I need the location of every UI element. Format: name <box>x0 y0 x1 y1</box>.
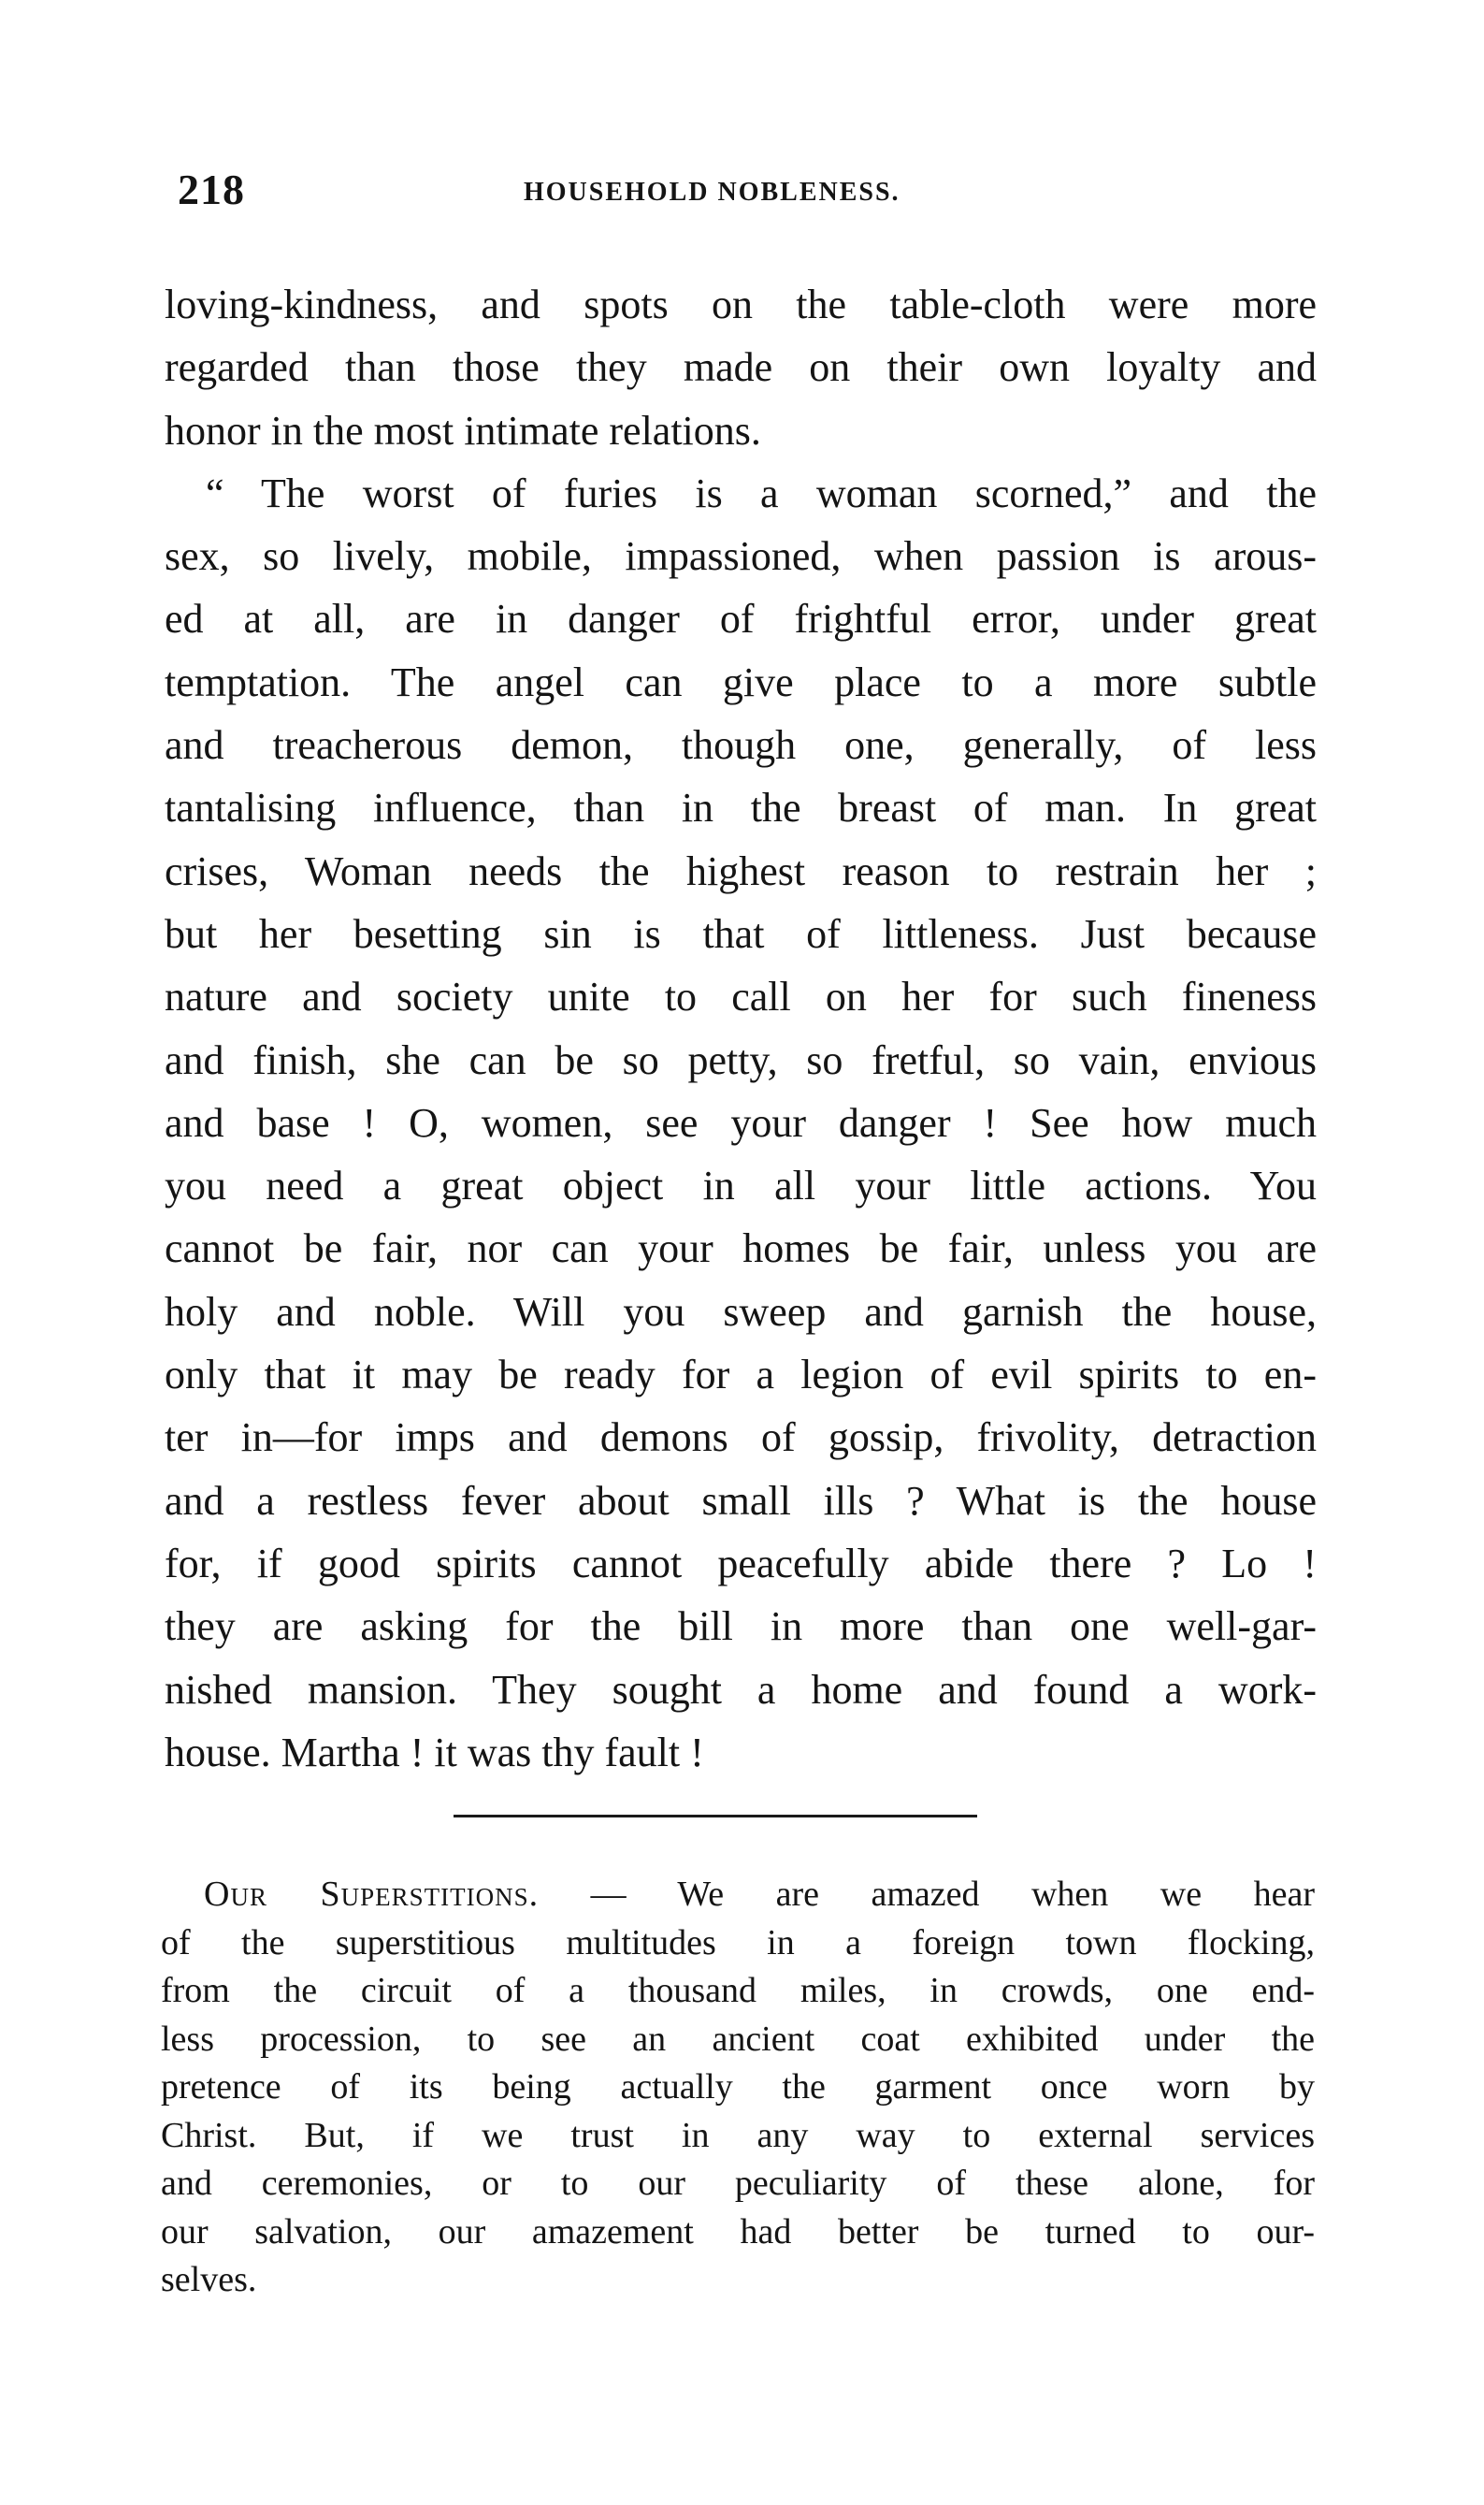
text-line: sex, so lively, mobile, impassioned, when passion is arous- <box>165 533 1317 580</box>
text-line: nished mansion. They sought a home and found a work- <box>165 1666 1317 1713</box>
text-line: tantalising influence, than in the breast of man. In great <box>165 785 1317 832</box>
note-line: Christ. But, if we trust in any way to external services <box>161 2115 1315 2155</box>
note-line: less procession, to see an ancient coat exhibited under the <box>161 2019 1315 2059</box>
text-line: crises, Woman needs the highest reason to restrain her ; <box>165 847 1317 894</box>
text-line: holy and noble. Will you sweep and garnish the house, <box>165 1288 1317 1335</box>
note-line: selves. <box>161 2260 257 2299</box>
note-line: our salvation, our amazement had better be turned to our- <box>161 2211 1315 2252</box>
section-divider <box>454 1815 977 1817</box>
text-line: nature and society unite to call on her for such fineness <box>165 974 1317 1021</box>
note-line: pretence of its being actually the garment once worn by <box>161 2067 1315 2107</box>
note-first-line-text: — We are amazed when we hear <box>539 1875 1315 1914</box>
text-line: honor in the most intimate relations. <box>165 407 761 454</box>
text-line: but her besetting sin is that of littleness. Just because <box>165 910 1317 957</box>
text-line: and treacherous demon, though one, generally, of less <box>165 722 1317 769</box>
note-line: and ceremonies, or to our peculiarity of these alone, for <box>161 2164 1315 2203</box>
text-line: only that it may be ready for a legion of evil spirits to en- <box>165 1352 1317 1398</box>
note-block <box>161 1871 1315 2305</box>
text-line: ed at all, are in danger of frightful error, under great <box>165 596 1317 643</box>
text-line: loving-kindness, and spots on the table-cloth were more <box>165 282 1317 327</box>
text-line: and finish, she can be so petty, so fretful, so vain, envious <box>165 1036 1317 1083</box>
page-header <box>178 165 1328 221</box>
text-line: and a restless fever about small ills ? What is the house <box>165 1477 1317 1524</box>
text-line: for, if good spirits cannot peacefully abide there ? Lo ! <box>165 1540 1317 1586</box>
text-line: “ The worst of furies is a woman scorned,” and the <box>206 470 1317 516</box>
text-line: ter in—for imps and demons of gossip, frivolity, detraction <box>165 1414 1317 1461</box>
text-line: they are asking for the bill in more than one well-gar- <box>165 1603 1317 1650</box>
main-text-block <box>165 273 1317 1784</box>
page-number: 218 <box>178 166 245 213</box>
text-line: you need a great object in all your little actions. You <box>165 1163 1317 1209</box>
text-line: temptation. The angel can give place to a more subtle <box>165 659 1317 705</box>
text-line: house. Martha ! it was thy fault ! <box>165 1729 704 1775</box>
text-line: cannot be fair, nor can your homes be fair, unless you are <box>165 1225 1317 1272</box>
note-first-line <box>161 1871 1315 1919</box>
text-line: and base ! O, women, see your danger ! See how much <box>165 1099 1317 1146</box>
note-line: from the circuit of a thousand miles, in crowds, one end- <box>161 1971 1315 2010</box>
note-heading: Our Superstitions. <box>204 1875 540 1914</box>
running-title: HOUSEHOLD NOBLENESS. <box>524 178 900 207</box>
text-line: regarded than those they made on their own loyalty and <box>165 344 1317 391</box>
note-line: of the superstitious multitudes in a foreign town flocking, <box>161 1922 1315 1962</box>
